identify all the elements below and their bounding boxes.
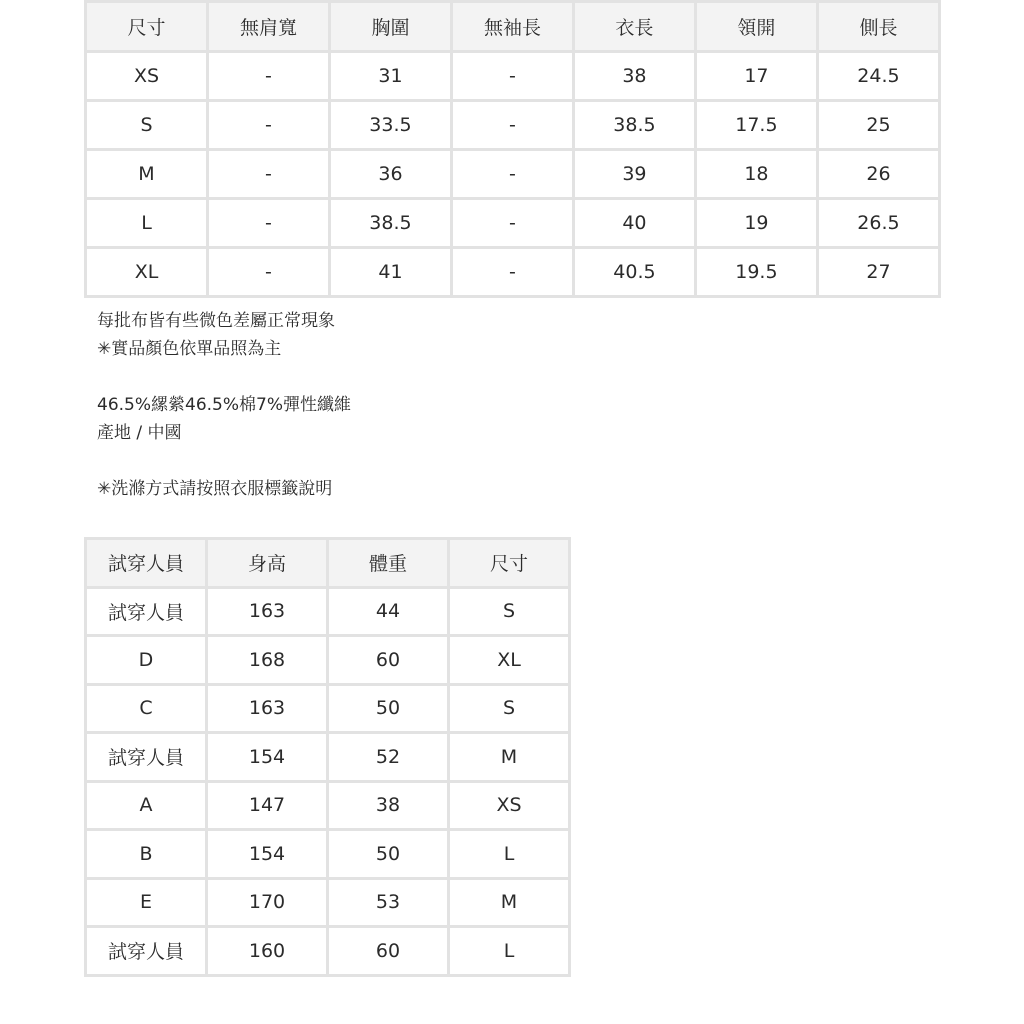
try-on-row: [86, 927, 570, 976]
table-cell: B: [86, 830, 207, 879]
size-chart-row: [86, 101, 940, 150]
size-chart-header-row: [86, 2, 940, 52]
table-cell: XL: [86, 248, 208, 297]
table-cell: -: [207, 248, 329, 297]
table-cell: 50: [328, 830, 449, 879]
size-chart-table: [84, 0, 941, 298]
table-cell: -: [207, 52, 329, 101]
table-cell: -: [207, 150, 329, 199]
table-cell: 147: [207, 781, 328, 830]
table-cell: L: [449, 927, 570, 976]
table-cell: 26.5: [817, 199, 939, 248]
table-cell: -: [451, 101, 573, 150]
product-color-note: ✳實品顏色依單品照為主: [97, 339, 282, 359]
table-cell: 39: [573, 150, 695, 199]
size-chart-row: [86, 150, 940, 199]
height-header-cell: 身高: [207, 539, 328, 588]
table-cell: S: [86, 101, 208, 150]
color-variance-note: 每批布皆有些微色差屬正常現象: [97, 311, 335, 331]
table-cell: M: [86, 150, 208, 199]
table-cell: 27: [817, 248, 939, 297]
material-composition: 46.5%縲縈46.5%棉7%彈性纖維: [97, 395, 351, 415]
table-cell: 154: [207, 830, 328, 879]
table-cell: 168: [207, 636, 328, 685]
table-cell: 31: [329, 52, 451, 101]
table-cell: 163: [207, 587, 328, 636]
table-cell: 19.5: [695, 248, 817, 297]
size-header-cell: 尺寸: [86, 2, 208, 52]
table-cell: A: [86, 781, 207, 830]
model-header-cell: 試穿人員: [86, 539, 207, 588]
table-cell: -: [207, 199, 329, 248]
try-on-row: [86, 684, 570, 733]
table-cell: -: [451, 199, 573, 248]
table-cell: 18: [695, 150, 817, 199]
size-chart-row: [86, 248, 940, 297]
wash-instruction-note: ✳洗滌方式請按照衣服標籤說明: [97, 479, 333, 499]
table-cell: 60: [328, 636, 449, 685]
table-cell: 160: [207, 927, 328, 976]
table-cell: 41: [329, 248, 451, 297]
table-cell: 25: [817, 101, 939, 150]
table-cell: 40.5: [573, 248, 695, 297]
try-on-row: [86, 781, 570, 830]
table-cell: -: [451, 150, 573, 199]
table-cell: 38: [573, 52, 695, 101]
table-cell: 24.5: [817, 52, 939, 101]
table-cell: 36: [329, 150, 451, 199]
table-cell: D: [86, 636, 207, 685]
chest-header-cell: 胸圍: [329, 2, 451, 52]
table-cell: 52: [328, 733, 449, 782]
table-cell: M: [449, 733, 570, 782]
table-cell: 50: [328, 684, 449, 733]
origin-note: 產地 / 中國: [97, 423, 182, 443]
size-header-cell: 尺寸: [449, 539, 570, 588]
table-cell: S: [449, 684, 570, 733]
table-cell: XL: [449, 636, 570, 685]
try-on-row: [86, 636, 570, 685]
size-chart-row: [86, 199, 940, 248]
table-cell: XS: [86, 52, 208, 101]
table-cell: 38.5: [329, 199, 451, 248]
table-cell: L: [86, 199, 208, 248]
shoulder-header-cell: 無肩寬: [207, 2, 329, 52]
try-on-table: [84, 537, 571, 977]
table-cell: 60: [328, 927, 449, 976]
table-cell: 19: [695, 199, 817, 248]
table-cell: 17: [695, 52, 817, 101]
side-length-header-cell: 側長: [817, 2, 939, 52]
weight-header-cell: 體重: [328, 539, 449, 588]
table-cell: -: [451, 52, 573, 101]
table-cell: 53: [328, 878, 449, 927]
table-cell: 試穿人員: [86, 927, 207, 976]
table-cell: 154: [207, 733, 328, 782]
try-on-row: [86, 830, 570, 879]
table-cell: S: [449, 587, 570, 636]
table-cell: 試穿人員: [86, 733, 207, 782]
table-cell: 38: [328, 781, 449, 830]
table-cell: -: [451, 248, 573, 297]
table-cell: 26: [817, 150, 939, 199]
try-on-row: [86, 587, 570, 636]
table-cell: 163: [207, 684, 328, 733]
table-cell: E: [86, 878, 207, 927]
try-on-row: [86, 733, 570, 782]
length-header-cell: 衣長: [573, 2, 695, 52]
try-on-row: [86, 878, 570, 927]
table-cell: L: [449, 830, 570, 879]
product-notes: [97, 307, 697, 503]
table-cell: XS: [449, 781, 570, 830]
table-cell: 33.5: [329, 101, 451, 150]
sleeve-header-cell: 無袖長: [451, 2, 573, 52]
table-cell: 40: [573, 199, 695, 248]
table-cell: 17.5: [695, 101, 817, 150]
size-chart-row: [86, 52, 940, 101]
neck-header-cell: 領開: [695, 2, 817, 52]
try-on-header-row: [86, 539, 570, 588]
table-cell: C: [86, 684, 207, 733]
table-cell: M: [449, 878, 570, 927]
table-cell: 38.5: [573, 101, 695, 150]
table-cell: 試穿人員: [86, 587, 207, 636]
table-cell: -: [207, 101, 329, 150]
table-cell: 170: [207, 878, 328, 927]
table-cell: 44: [328, 587, 449, 636]
